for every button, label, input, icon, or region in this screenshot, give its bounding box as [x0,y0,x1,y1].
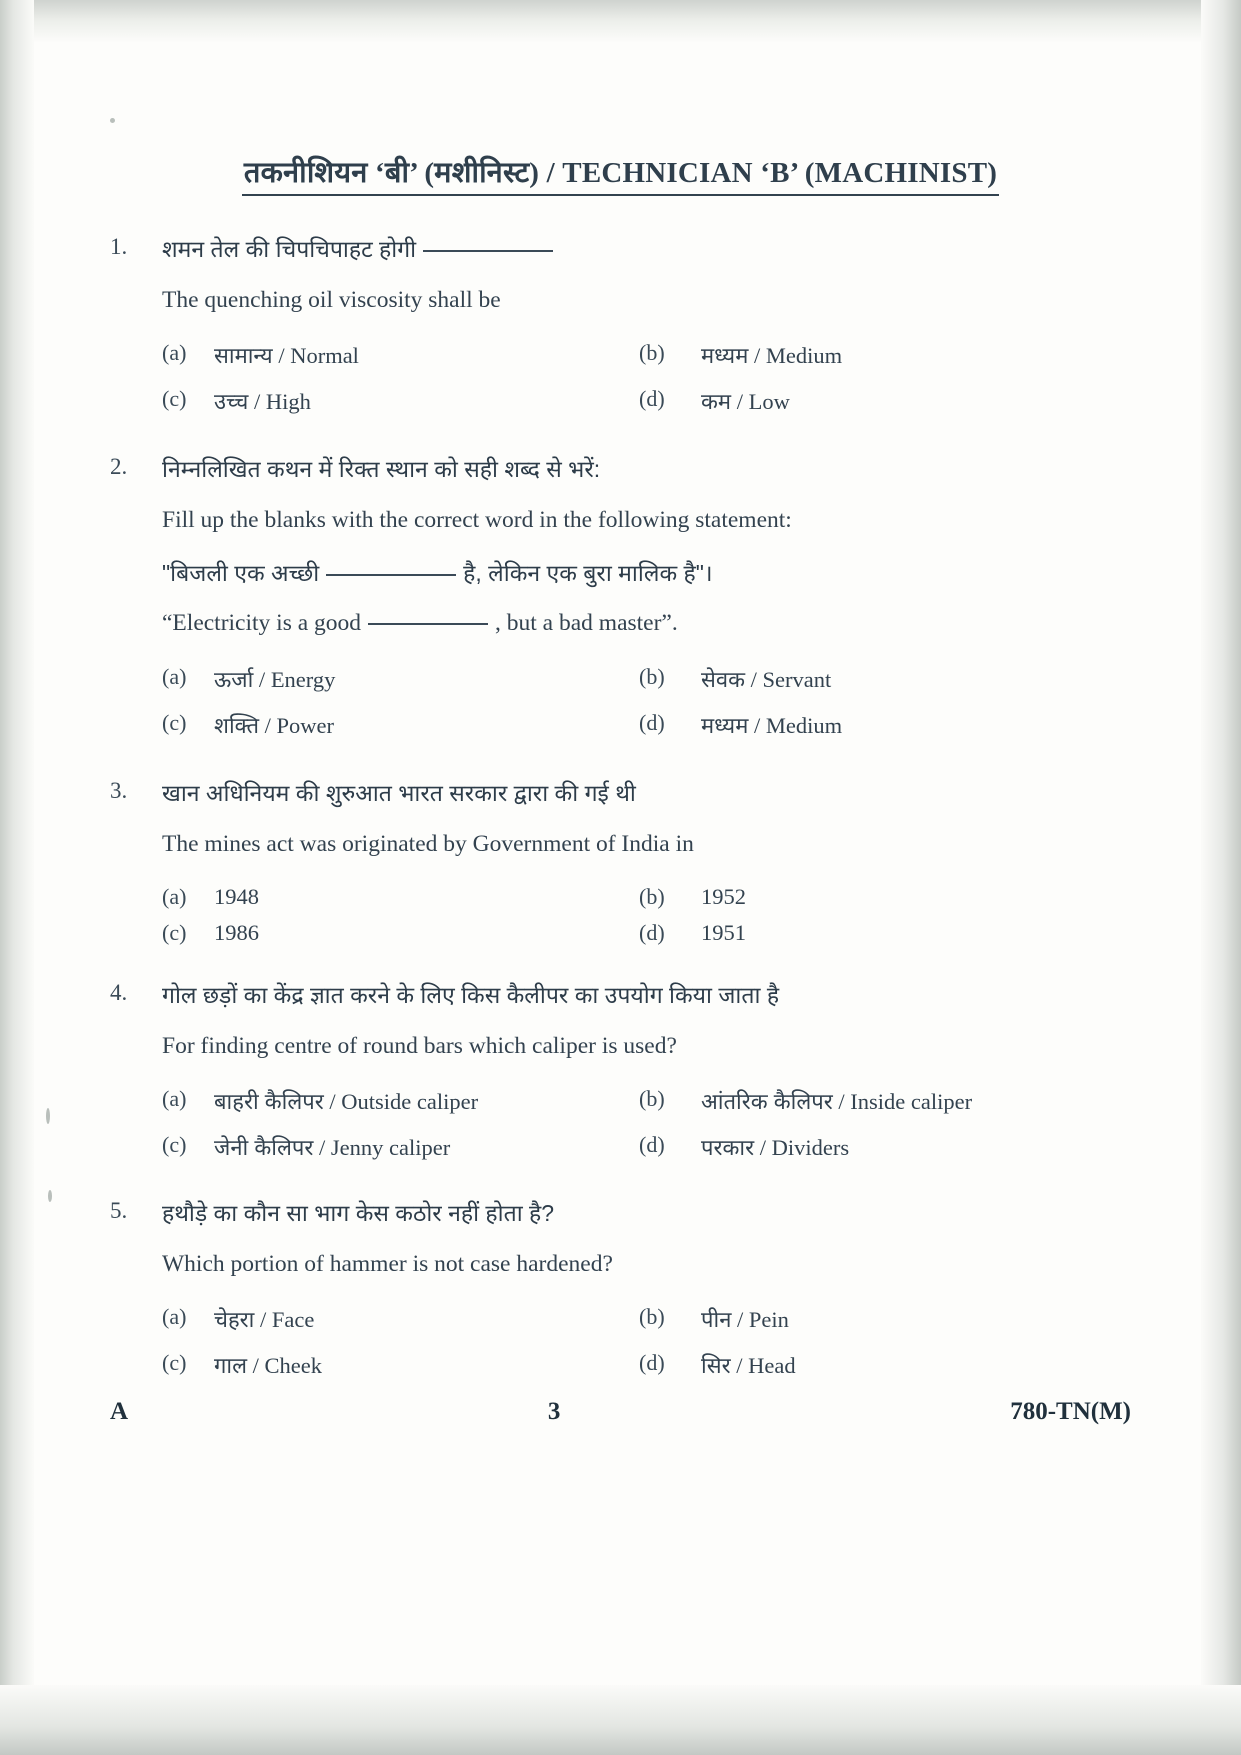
booklet-series: A [110,1398,129,1425]
option-1c-sep: / [248,388,266,414]
option-3b-tag: (b) [639,883,665,909]
question-1-english: The quenching oil viscosity shall be [162,286,501,313]
question-4 [110,978,1110,1170]
option-1a[interactable] [162,340,639,370]
option-5c-sep: / [247,1352,265,1378]
option-1d-tag: (d) [639,385,665,411]
option-5a-english: Face [271,1306,315,1332]
option-1a-text [214,340,359,370]
option-2b-tag: (b) [639,663,665,689]
question-4-options [162,1086,1110,1162]
option-3c-text [214,920,259,946]
option-5a-sep: / [254,1306,272,1332]
option-3a[interactable] [162,884,639,910]
option-2a-english: Energy [270,666,336,692]
option-1c-text [214,386,311,416]
option-1a-english: Normal [290,342,359,368]
question-1 [110,232,1110,424]
question-1-number: 1. [110,234,128,259]
question-5-hindi: हथौड़े का कौन सा भाग केस कठोर नहीं होता है? [162,1200,555,1226]
option-row [162,884,1110,910]
option-5d-english: Head [748,1352,796,1378]
question-2-english: Fill up the blanks with the correct word in the following statement: [162,506,792,533]
option-5a-text [214,1304,314,1334]
option-row [162,710,1110,740]
option-4a-tag: (a) [162,1085,187,1111]
option-5a[interactable] [162,1304,639,1334]
option-5a-hindi: चेहरा [214,1306,255,1332]
option-1d-sep: / [731,388,749,414]
option-1a-tag: (a) [162,339,187,365]
fill-blank-line [368,623,488,625]
option-3c[interactable] [162,920,639,946]
question-4-number: 4. [110,980,128,1005]
question-1-options [162,340,1110,416]
option-5d-sep: / [730,1352,749,1378]
option-row [162,1132,1110,1162]
option-4a[interactable] [162,1086,639,1116]
option-4b-text [701,1086,972,1116]
question-2-quote-english-before: “Electricity is a good [162,610,362,637]
option-2b[interactable] [639,664,1110,694]
option-3b[interactable] [639,884,1110,910]
option-2d-english: Medium [765,712,843,738]
option-2c-text [214,710,334,740]
option-2c-english: Power [276,712,335,738]
fill-blank-line [326,574,456,576]
option-row [162,664,1110,694]
fill-blank-line [423,250,553,252]
option-1b-tag: (b) [639,339,665,365]
page-number: 3 [547,1398,561,1425]
option-1d[interactable] [639,386,1110,416]
option-4c-sep: / [313,1134,331,1160]
option-3a-english: 1948 [214,883,259,909]
option-4d[interactable] [639,1132,1110,1162]
option-2d[interactable] [639,710,1110,740]
option-2a[interactable] [162,664,639,694]
question-2-quote-hindi [162,556,1110,591]
page-footer [110,1398,1131,1426]
option-1b-english: Medium [765,342,843,368]
option-1a-sep: / [272,342,291,368]
option-1b[interactable] [639,340,1110,370]
option-3d[interactable] [639,920,1110,946]
option-1c-english: High [265,388,311,414]
option-2d-hindi: मध्यम [701,712,749,738]
option-5c-hindi: गाल [214,1352,248,1378]
question-3-options [162,884,1110,946]
option-1d-hindi: कम [701,388,732,414]
option-row [162,386,1110,416]
option-5c-tag: (c) [162,1349,187,1375]
question-2 [110,452,1110,748]
option-4a-english: Outside caliper [341,1088,479,1114]
question-1-hindi-text: शमन तेल की चिपचिपाहट होगी [162,236,417,262]
option-1c-hindi: उच्च [214,388,249,414]
page-title [0,152,1241,196]
page-title-text: तकनीशियन ‘बी’ (मशीनिस्ट) / TECHNICIAN ‘B’ (MACHINIST) [242,152,999,196]
option-4b-sep: / [832,1088,851,1114]
option-5d-hindi: सिर [701,1352,731,1378]
option-3a-tag: (a) [162,883,187,909]
question-2-hindi: निम्नलिखित कथन में रिक्त स्थान को सही शब्द से भरें: [162,456,601,482]
option-4b-english: Inside caliper [850,1088,973,1114]
option-2d-text [701,710,842,740]
option-4d-hindi: परकार [701,1134,755,1160]
question-2-quote-english-after: , but a bad master”. [495,610,678,637]
option-4c-tag: (c) [162,1131,187,1157]
option-5d[interactable] [639,1350,1110,1380]
option-2a-text [214,664,335,694]
option-5b-tag: (b) [639,1303,665,1329]
option-2b-english: Servant [762,666,832,692]
option-5a-tag: (a) [162,1303,187,1329]
question-5-number: 5. [110,1198,128,1223]
option-2c-tag: (c) [162,709,187,735]
option-3c-tag: (c) [162,919,187,945]
option-4b-hindi: आंतरिक कैलिपर [701,1088,833,1114]
question-3-english: The mines act was originated by Government of India in [162,830,694,857]
option-1d-text [701,386,790,416]
option-4d-sep: / [754,1134,772,1160]
option-5b-sep: / [731,1306,749,1332]
option-3b-text [701,884,746,910]
option-2b-sep: / [745,666,763,692]
question-2-options [162,664,1110,740]
option-3d-tag: (d) [639,919,665,945]
option-2a-tag: (a) [162,663,187,689]
option-row [162,920,1110,946]
option-5c[interactable] [162,1350,639,1380]
option-2c-sep: / [259,712,277,738]
option-row [162,340,1110,370]
option-1b-hindi: मध्यम [701,342,749,368]
option-4d-text [701,1132,849,1162]
option-4b[interactable] [639,1086,1110,1116]
option-1b-text [701,340,842,370]
option-4b-tag: (b) [639,1085,665,1111]
question-1-hindi [162,232,1110,267]
question-3 [110,776,1110,954]
question-2-quote-hindi-before: "बिजली एक अच्छी [162,559,320,586]
option-4c-hindi: जेनी कैलिपर [214,1134,314,1160]
option-1d-english: Low [748,388,790,414]
option-row [162,1304,1110,1334]
question-3-number: 3. [110,778,128,803]
option-3a-text [214,884,259,910]
option-3c-english: 1986 [214,919,259,945]
option-5c-text [214,1350,322,1380]
option-3b-english: 1952 [701,883,746,909]
question-4-hindi: गोल छड़ों का केंद्र ज्ञात करने के लिए किस कैलीपर का उपयोग किया जाता है [162,982,780,1008]
question-5-english: Which portion of hammer is not case hardened? [162,1250,613,1277]
option-2a-sep: / [253,666,271,692]
option-5b-text [701,1304,789,1334]
option-1c-tag: (c) [162,385,187,411]
option-3d-english: 1951 [701,919,746,945]
option-4c-text [214,1132,450,1162]
option-1c[interactable] [162,386,639,416]
option-2d-sep: / [748,712,766,738]
option-4d-tag: (d) [639,1131,665,1157]
option-4c-english: Jenny caliper [330,1134,451,1160]
option-row [162,1086,1110,1116]
option-1a-hindi: सामान्य [214,342,273,368]
option-2b-text [701,664,831,694]
option-5b[interactable] [639,1304,1110,1334]
option-row [162,1350,1110,1380]
option-5d-tag: (d) [639,1349,665,1375]
question-5-options [162,1304,1110,1380]
option-4a-sep: / [323,1088,342,1114]
question-5 [110,1196,1110,1388]
paper-code: 780-TN(M) [1010,1398,1131,1425]
option-5c-english: Cheek [264,1352,323,1378]
question-2-quote-hindi-after: है, लेकिन एक बुरा मालिक है"। [463,559,713,586]
question-4-english: For finding centre of round bars which caliper is used? [162,1032,677,1059]
option-4d-english: Dividers [771,1134,850,1160]
option-3d-text [701,920,746,946]
option-2a-hindi: ऊर्जा [214,666,254,692]
option-4a-text [214,1086,478,1116]
question-3-hindi: खान अधिनियम की शुरुआत भारत सरकार द्वारा की गई थी [162,780,636,806]
option-4c[interactable] [162,1132,639,1162]
option-5b-english: Pein [748,1306,789,1332]
option-5d-text [701,1350,796,1380]
option-4a-hindi: बाहरी कैलिपर [214,1088,324,1114]
option-2c[interactable] [162,710,639,740]
option-2d-tag: (d) [639,709,665,735]
option-5b-hindi: पीन [701,1306,732,1332]
option-1b-sep: / [748,342,766,368]
question-2-quote-english [162,606,1110,641]
question-2-number: 2. [110,454,128,479]
option-2b-hindi: सेवक [701,666,746,692]
option-2c-hindi: शक्ति [214,712,259,738]
